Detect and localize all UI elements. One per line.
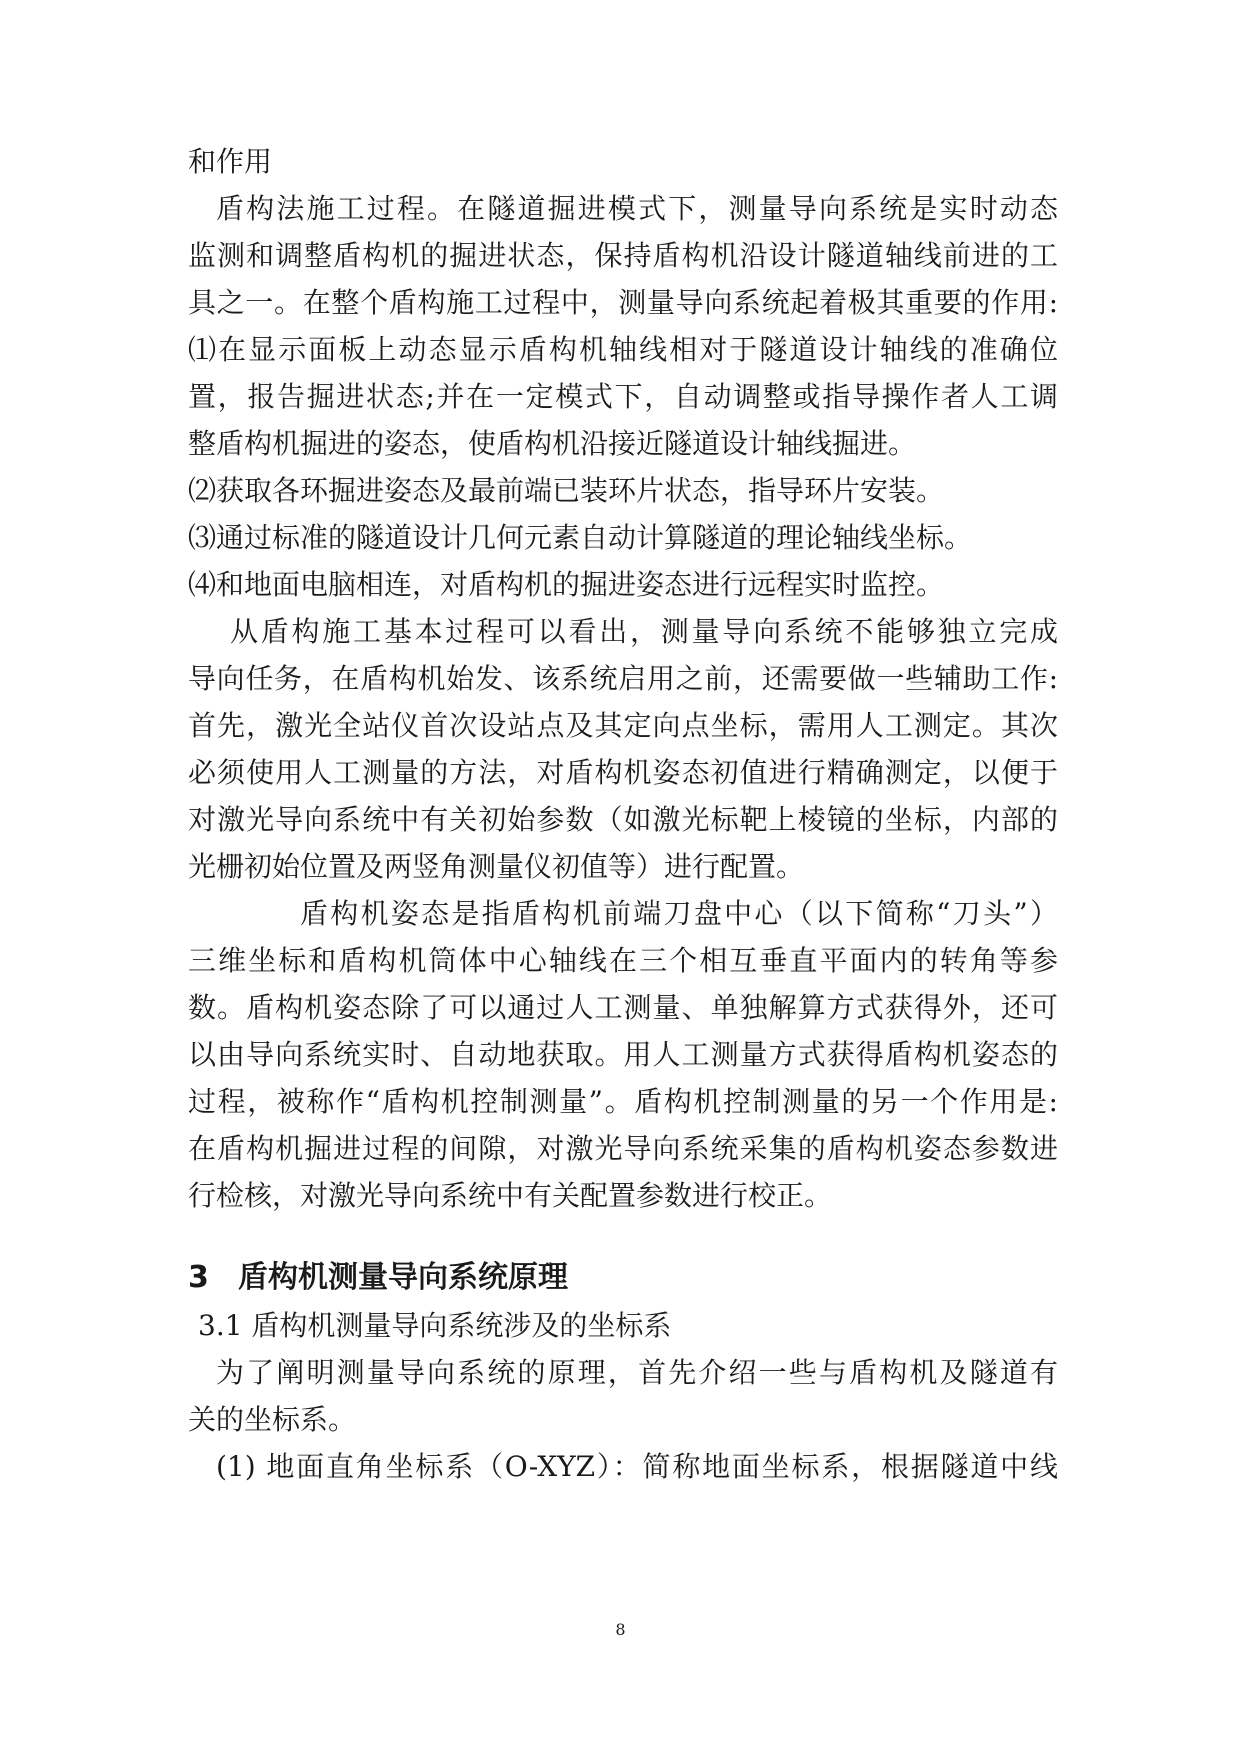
paragraph-line: 三维坐标和盾构机筒体中心轴线在三个相互垂直平面内的转角等参 [188, 944, 1058, 977]
paragraph-line: 在盾构机掘进过程的间隙，对激光导向系统采集的盾构机姿态参数进 [188, 1132, 1058, 1165]
paragraph-line: 盾构机姿态是指盾构机前端刀盘中心（以下简称“刀头”） [300, 897, 1058, 930]
paragraph-line: 导向任务，在盾构机始发、该系统启用之前，还需要做一些辅助工作: [188, 662, 1058, 695]
paragraph-line: 和作用 [188, 145, 273, 178]
paragraph-line: 盾构法施工过程。在隧道掘进模式下，测量导向系统是实时动态 [216, 192, 1058, 225]
paragraph-line: 关的坐标系。 [188, 1403, 357, 1436]
paragraph-line: 为了阐明测量导向系统的原理，首先介绍一些与盾构机及隧道有 [216, 1356, 1058, 1389]
paragraph-line: 整盾构机掘进的姿态，使盾构机沿接近隧道设计轴线掘进。 [188, 427, 917, 460]
paragraph-line: 过程，被称作“盾构机控制测量”。盾构机控制测量的另一个作用是: [188, 1085, 1058, 1118]
paragraph-line: 数。盾构机姿态除了可以通过人工测量、单独解算方式获得外，还可 [188, 991, 1058, 1024]
subsection-heading: 3.1 盾构机测量导向系统涉及的坐标系 [198, 1309, 672, 1342]
list-item-line: ⑷和地面电脑相连，对盾构机的掘进姿态进行远程实时监控。 [188, 568, 945, 601]
paragraph-line: 对激光导向系统中有关初始参数（如激光标靶上棱镜的坐标，内部的 [188, 803, 1058, 836]
page-number: 8 [615, 1620, 626, 1639]
paragraph-line: 以由导向系统实时、自动地获取。用人工测量方式获得盾构机姿态的 [188, 1038, 1058, 1071]
section-heading [188, 1258, 568, 1298]
list-item-line: ⑵获取各环掘进姿态及最前端已装环片状态，指导环片安装。 [188, 474, 945, 507]
section-number: 3 [188, 1260, 209, 1295]
paragraph-line: 首先，激光全站仪首次设站点及其定向点坐标，需用人工测定。其次 [188, 709, 1058, 742]
paragraph-line: 监测和调整盾构机的掘进状态，保持盾构机沿设计隧道轴线前进的工 [188, 239, 1058, 272]
list-item-line: ⑴在显示面板上动态显示盾构机轴线相对于隧道设计轴线的准确位 [188, 333, 1058, 366]
list-item-line: ⑶通过标准的隧道设计几何元素自动计算隧道的理论轴线坐标。 [188, 521, 973, 554]
paragraph-line: 置，报告掘进状态;并在一定模式下，自动调整或指导操作者人工调 [188, 380, 1058, 413]
list-item-line: (1) 地面直角坐标系（O-XYZ）：简称地面坐标系，根据隧道中线 [216, 1450, 1058, 1483]
paragraph-line: 必须使用人工测量的方法，对盾构机姿态初值进行精确测定，以便于 [188, 756, 1058, 789]
paragraph-line: 具之一。在整个盾构施工过程中，测量导向系统起着极其重要的作用: [188, 286, 1058, 319]
section-title: 盾构机测量导向系统原理 [238, 1260, 568, 1295]
paragraph-line: 从盾构施工基本过程可以看出，测量导向系统不能够独立完成 [230, 615, 1058, 648]
paragraph-line: 光栅初始位置及两竖角测量仪初值等）进行配置。 [188, 850, 805, 883]
paragraph-line: 行检核，对激光导向系统中有关配置参数进行校正。 [188, 1179, 833, 1212]
